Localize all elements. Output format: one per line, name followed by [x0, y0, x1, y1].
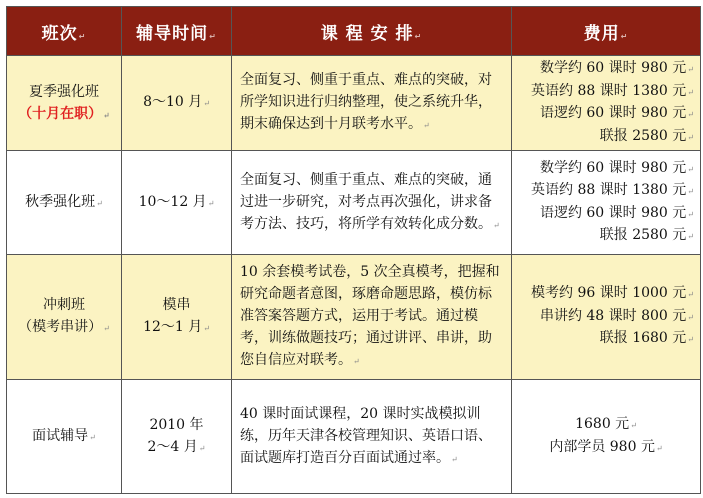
paragraph-mark: ↵ [96, 198, 103, 208]
paragraph-mark: ↵ [451, 454, 458, 464]
class-note: （十月在职）↵ [18, 105, 110, 122]
course-schedule-document [6, 6, 700, 494]
paragraph-mark: ↵ [687, 232, 694, 241]
paragraph-mark: ↵ [687, 312, 694, 322]
fee-line: 数学约 60 课时 980 元↵ [539, 60, 694, 76]
paragraph-mark: ↵ [209, 31, 217, 41]
class-name-cell [7, 255, 122, 380]
paragraph-mark: ↵ [423, 121, 430, 130]
fee-line: 联报 2580 元↵ [599, 127, 694, 144]
paragraph-mark: ↵ [353, 357, 360, 366]
paragraph-mark: ↵ [198, 443, 206, 453]
class-name-cell [7, 151, 122, 255]
fee-cell [512, 56, 701, 151]
paragraph-mark: ↵ [203, 324, 210, 333]
paragraph-mark: ↵ [89, 432, 96, 442]
fee-line: 1680 元↵ [575, 416, 637, 432]
fee-line: 串讲约 48 课时 800 元↵ [539, 307, 694, 324]
paragraph-mark: ↵ [203, 99, 210, 108]
fee-line: 联报 2580 元↵ [599, 227, 694, 243]
class-name: 秋季强化班 [25, 193, 96, 210]
time-cell: 模串 12～1 月↵ [122, 255, 232, 380]
paragraph-mark: ↵ [687, 110, 694, 119]
header-fee: 费用↵ [512, 7, 701, 56]
paragraph-mark: ↵ [655, 443, 663, 453]
fee-line: 语逻约 60 课时 980 元↵ [539, 105, 694, 121]
class-name-cell [7, 380, 122, 494]
paragraph-mark: ↵ [687, 187, 694, 196]
fee-line: 语逻约 60 课时 980 元↵ [539, 204, 694, 221]
course-table [6, 6, 701, 494]
paragraph-mark: ↵ [207, 198, 215, 208]
paragraph-mark: ↵ [414, 31, 423, 41]
paragraph-mark: ↵ [687, 87, 694, 97]
class-name: 面试辅导 [32, 427, 89, 444]
description-cell: 40 课时面试课程，20 课时实战模拟训练，历年天津各校管理知识、英语口语、面试题库打造百分百面试通过率。↵ [232, 380, 512, 494]
fee-line: 英语约 88 课时 1380 元↵ [531, 182, 694, 198]
time-cell: 8～10 月↵ [122, 56, 232, 151]
class-name-cell [7, 56, 122, 151]
paragraph-mark: ↵ [687, 65, 694, 74]
description-cell: 全面复习、侧重于重点、难点的突破，对所学知识进行归纳整理，使之系统升华，期末确保达到十月联考水平。↵ [232, 56, 512, 151]
time-cell: 10～12 月↵ [122, 151, 232, 255]
header-time: 辅导时间↵ [122, 7, 232, 56]
paragraph-mark: ↵ [103, 109, 110, 120]
header-schedule: 课 程 安 排↵ [232, 7, 512, 56]
paragraph-mark: ↵ [687, 335, 694, 345]
header-row [7, 7, 701, 56]
fee-line: 数学约 60 课时 980 元↵ [539, 159, 694, 176]
class-name: 冲刺班 [43, 297, 85, 313]
description-cell: 10 余套模考试卷，5 次全真模考，把握和研究命题者意图，琢磨命题思路，模仿标准答案答题方式，运用于考试。通过模考，训练做题技巧；通过讲评、串讲，助您自信应对联考。↵ [232, 255, 512, 380]
fee-line: 内部学员 980 元↵ [549, 438, 663, 455]
table-row [7, 255, 701, 380]
table-row [7, 151, 701, 255]
paragraph-mark: ↵ [687, 209, 694, 219]
paragraph-mark: ↵ [493, 220, 500, 230]
header-class: 班次↵ [7, 7, 122, 56]
table-row [7, 380, 701, 494]
paragraph-mark: ↵ [687, 132, 694, 142]
fee-line: 英语约 88 课时 1380 元↵ [531, 82, 694, 99]
paragraph-mark: ↵ [630, 421, 637, 430]
fee-cell [512, 255, 701, 380]
paragraph-mark: ↵ [687, 164, 694, 174]
fee-line: 模考约 96 课时 1000 元↵ [531, 285, 694, 302]
class-name: 夏季强化班 [29, 83, 99, 100]
paragraph-mark: ↵ [620, 31, 629, 41]
paragraph-mark: ↵ [687, 290, 694, 300]
fee-line: 联报 1680 元↵ [599, 330, 694, 347]
time-cell: 2010 年 2～4 月↵ [122, 380, 232, 494]
paragraph-mark: ↵ [103, 324, 110, 333]
class-note: （模考串讲）↵ [18, 319, 110, 335]
fee-cell [512, 380, 701, 494]
description-cell: 全面复习、侧重于重点、难点的突破，通过进一步研究，对考点再次强化，讲求备考方法、技巧，将所学有效转化成分数。↵ [232, 151, 512, 255]
fee-cell [512, 151, 701, 255]
table-row [7, 56, 701, 151]
paragraph-mark: ↵ [78, 31, 87, 41]
